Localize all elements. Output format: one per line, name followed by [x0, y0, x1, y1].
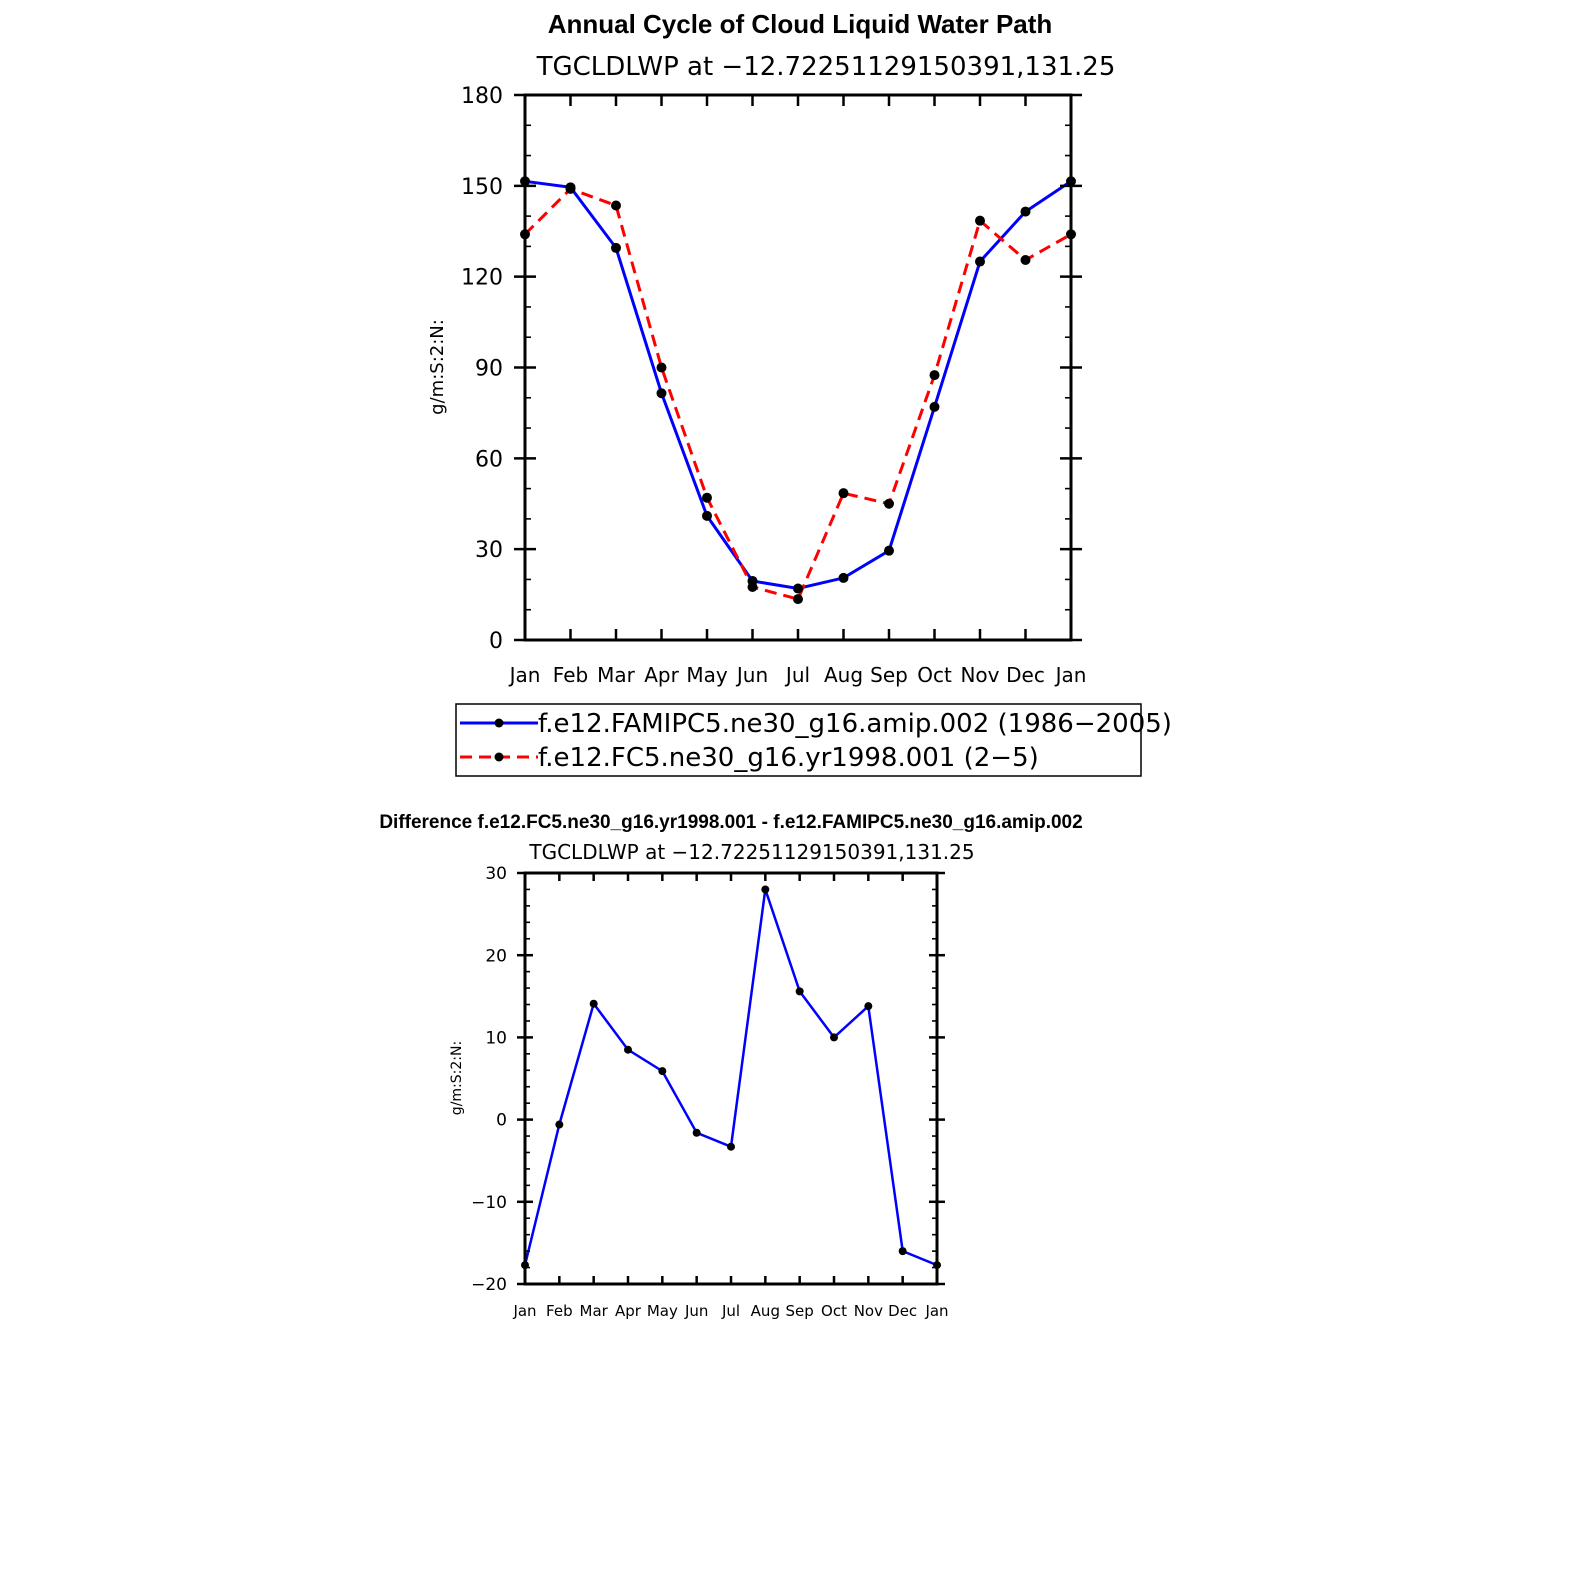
chart2-y-tick-label: −20 — [471, 1275, 507, 1296]
legend-label-series-1: f.e12.FAMIPC5.ne30_g16.amip.002 (1986−2005) — [538, 709, 1172, 739]
chart1-title: Annual Cycle of Cloud Liquid Water Path — [547, 9, 1053, 39]
chart1-x-tick-label: Sep — [870, 663, 908, 687]
chart2-y-tick-label: 20 — [485, 946, 507, 967]
chart2-series-1-point — [727, 1143, 735, 1151]
chart2-title: Difference f.e12.FC5.ne30_g16.yr1998.001 - f.e12.FAMIPC5.ne30_g16.amip.002 — [379, 812, 1083, 833]
chart1-series-2-point — [793, 594, 803, 604]
chart2-series-1-point — [761, 885, 769, 893]
chart1-y-tick-label: 90 — [475, 356, 503, 382]
chart1-x-tick-label: Feb — [552, 663, 589, 687]
chart1-x-tick-label: Dec — [1006, 663, 1045, 687]
chart2-series-1-point — [830, 1033, 838, 1041]
chart1-series-2-point — [930, 370, 940, 380]
chart1-series-1-point — [1021, 207, 1031, 217]
chart1-series-1-point — [657, 388, 667, 398]
chart1-y-tick-label: 180 — [461, 83, 503, 109]
legend-label-series-2: f.e12.FC5.ne30_g16.yr1998.001 (2−5) — [538, 743, 1039, 773]
chart1-series-2-point — [1021, 255, 1031, 265]
chart2-y-tick-label: 10 — [485, 1028, 507, 1049]
chart1-series-1-line — [525, 181, 1071, 588]
chart2-series-1-point — [590, 1000, 598, 1008]
chart2-x-tick-label: Oct — [821, 1302, 847, 1320]
chart2-series-1-line — [525, 889, 937, 1265]
chart1-frame — [525, 95, 1071, 640]
chart1-series-1-point — [839, 573, 849, 583]
chart1-subtitle: TGCLDLWP at −12.72251129150391,131.25 — [536, 52, 1116, 82]
chart2-x-tick-label: Apr — [615, 1302, 641, 1320]
chart2-x-tick-label: Jan — [925, 1302, 949, 1320]
chart1-series-2-point — [748, 582, 758, 592]
chart2-series-1-point — [555, 1121, 563, 1129]
chart1-x-tick-label: Jan — [1055, 663, 1087, 687]
chart2-x-tick-label: Mar — [579, 1302, 608, 1320]
chart1-series-1-point — [884, 546, 894, 556]
chart2-series-1-point — [864, 1002, 872, 1010]
chart2-ylabel: g/m:S:2:N: — [449, 1040, 465, 1116]
chart1-x-tick-label: Nov — [960, 663, 1000, 687]
chart1-x-tick-label: Aug — [823, 663, 864, 687]
chart1-series-2-point — [975, 216, 985, 226]
chart2-series-1-point — [796, 987, 804, 995]
chart2-frame — [525, 873, 937, 1284]
chart1-x-tick-label: Jun — [736, 663, 769, 687]
chart1-x-tick-label: Apr — [644, 663, 679, 687]
chart2-x-tick-label: Dec — [888, 1302, 918, 1320]
chart1-series-1-point — [930, 402, 940, 412]
chart1-x-tick-label: Jan — [509, 663, 541, 687]
chart2-series-1-point — [658, 1067, 666, 1075]
chart2-series-1-point — [693, 1129, 701, 1137]
chart1-series-2-point — [884, 499, 894, 509]
chart1-series-1-point — [975, 257, 985, 267]
chart1-ylabel: g/m:S:2:N: — [427, 319, 448, 415]
chart1-series-2-point — [839, 488, 849, 498]
chart2-y-tick-label: −10 — [471, 1192, 507, 1213]
chart1-y-tick-label: 120 — [461, 265, 503, 291]
legend-marker-series-2 — [495, 753, 504, 762]
chart2-x-tick-label: May — [646, 1302, 678, 1320]
chart1-series-1-point — [793, 584, 803, 594]
chart2-x-tick-label: Feb — [546, 1302, 573, 1320]
chart2-y-tick-label: 30 — [485, 864, 507, 885]
chart2-x-tick-label: Jul — [721, 1302, 741, 1320]
chart1-y-tick-label: 30 — [475, 538, 503, 564]
chart2-plot — [471, 864, 948, 1320]
chart1-plot — [461, 84, 1086, 687]
chart1-series-2-point — [657, 363, 667, 373]
chart1-x-tick-label: Mar — [597, 663, 635, 687]
chart1-x-tick-label: Jul — [785, 663, 811, 687]
chart1-series-1-point — [702, 511, 712, 521]
chart1-series-1-point — [611, 243, 621, 253]
chart2-x-tick-label: Jan — [513, 1302, 537, 1320]
legend-marker-series-1 — [495, 719, 504, 728]
chart1-y-tick-label: 150 — [461, 174, 503, 200]
chart2-y-tick-label: 0 — [496, 1110, 507, 1131]
chart1-series-2-point — [611, 201, 621, 211]
chart1-y-tick-label: 0 — [489, 628, 503, 654]
chart2-x-tick-label: Jun — [684, 1302, 709, 1320]
chart1-series-2-point — [566, 184, 576, 194]
chart1-y-tick-label: 60 — [475, 447, 503, 473]
chart1-x-tick-label: May — [686, 663, 728, 687]
chart2-x-tick-label: Sep — [785, 1302, 814, 1320]
chart2-series-1-point — [624, 1046, 632, 1054]
chart2-x-tick-label: Nov — [853, 1302, 883, 1320]
chart1-legend — [456, 704, 1172, 776]
chart2-series-1-point — [899, 1247, 907, 1255]
chart1-x-tick-label: Oct — [917, 663, 952, 687]
chart2-x-tick-label: Aug — [750, 1302, 780, 1320]
chart2-subtitle: TGCLDLWP at −12.72251129150391,131.25 — [529, 840, 975, 864]
chart1-series-2-point — [702, 493, 712, 503]
